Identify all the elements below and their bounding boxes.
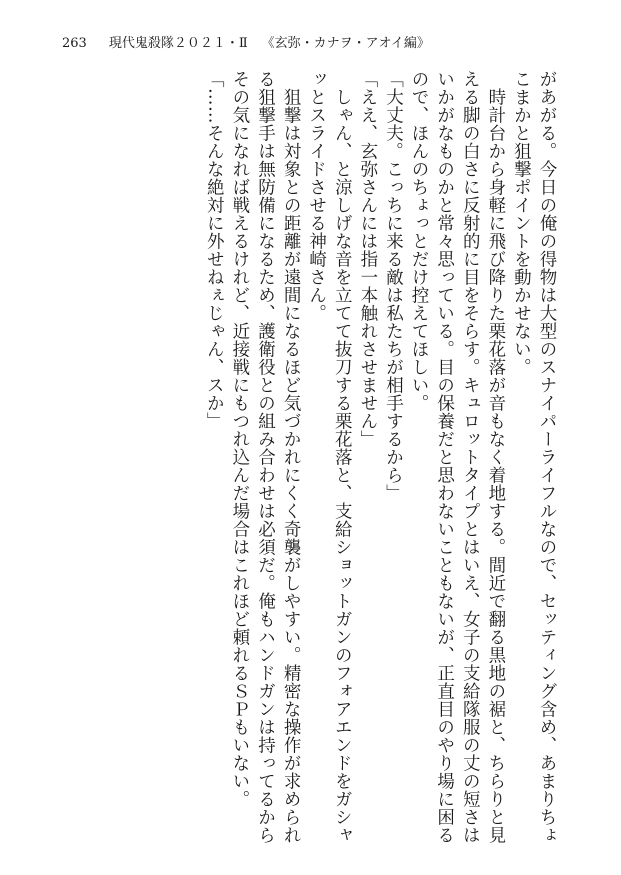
paragraph: 狙撃は対象との距離が遠間になるほど気づかれにくく奇襲がしやすい。精密な操作が求められる狙撃手は無防備になるため、護衛役との組み合わせは必須だ。俺もハンドガンは持ってるからその気になれば戦えるけれど、近接戦にもつれ込んだ場合はこれほど頼れるＳＰもいない。 — [229, 70, 302, 844]
chapter-title: 《玄弥・カナヲ・アオイ編》 — [261, 36, 430, 51]
dialogue-line: 「ええ、玄弥さんには指一本触れさせません」 — [357, 70, 378, 448]
dialogue-line: 「……そんな絶対に外せねぇじゃん、スか」 — [204, 70, 225, 430]
book-title: 現代鬼殺隊２０２１・Ⅱ — [108, 36, 248, 51]
page-number: 263 — [62, 36, 87, 51]
dialogue-line: 「大丈夫。こっちに来る敵は私たちが相手するから」 — [383, 70, 404, 502]
paragraph: があがる。今日の俺の得物は大型のスナイパーライフルなので、セッティング含め、あまりちょこまかと狙撃ポイントを動かせない。 — [511, 70, 557, 844]
paragraph: 時計台から身軽に飛び降りた栗花落が音もなく着地する。間近で翻る黒地の裾と、ちらりと見える脚の白さに反射的に目をそらす。キュロットタイプとはいえ、女子の支給隊服の丈の短さはいかがなものかと常々思っている。目の保養だと思わないこともないが、正直目のやり場に困るので、ほんのちょっとだけ控えてほしい。 — [409, 70, 506, 844]
paragraph: しゃん、と涼しげな音を立てて抜刀する栗花落と、支給ショットガンのフォアエンドをガシャッとスライドさせる神崎さん。 — [306, 70, 353, 844]
running-header — [62, 36, 430, 52]
vertical-body-text — [201, 70, 559, 860]
